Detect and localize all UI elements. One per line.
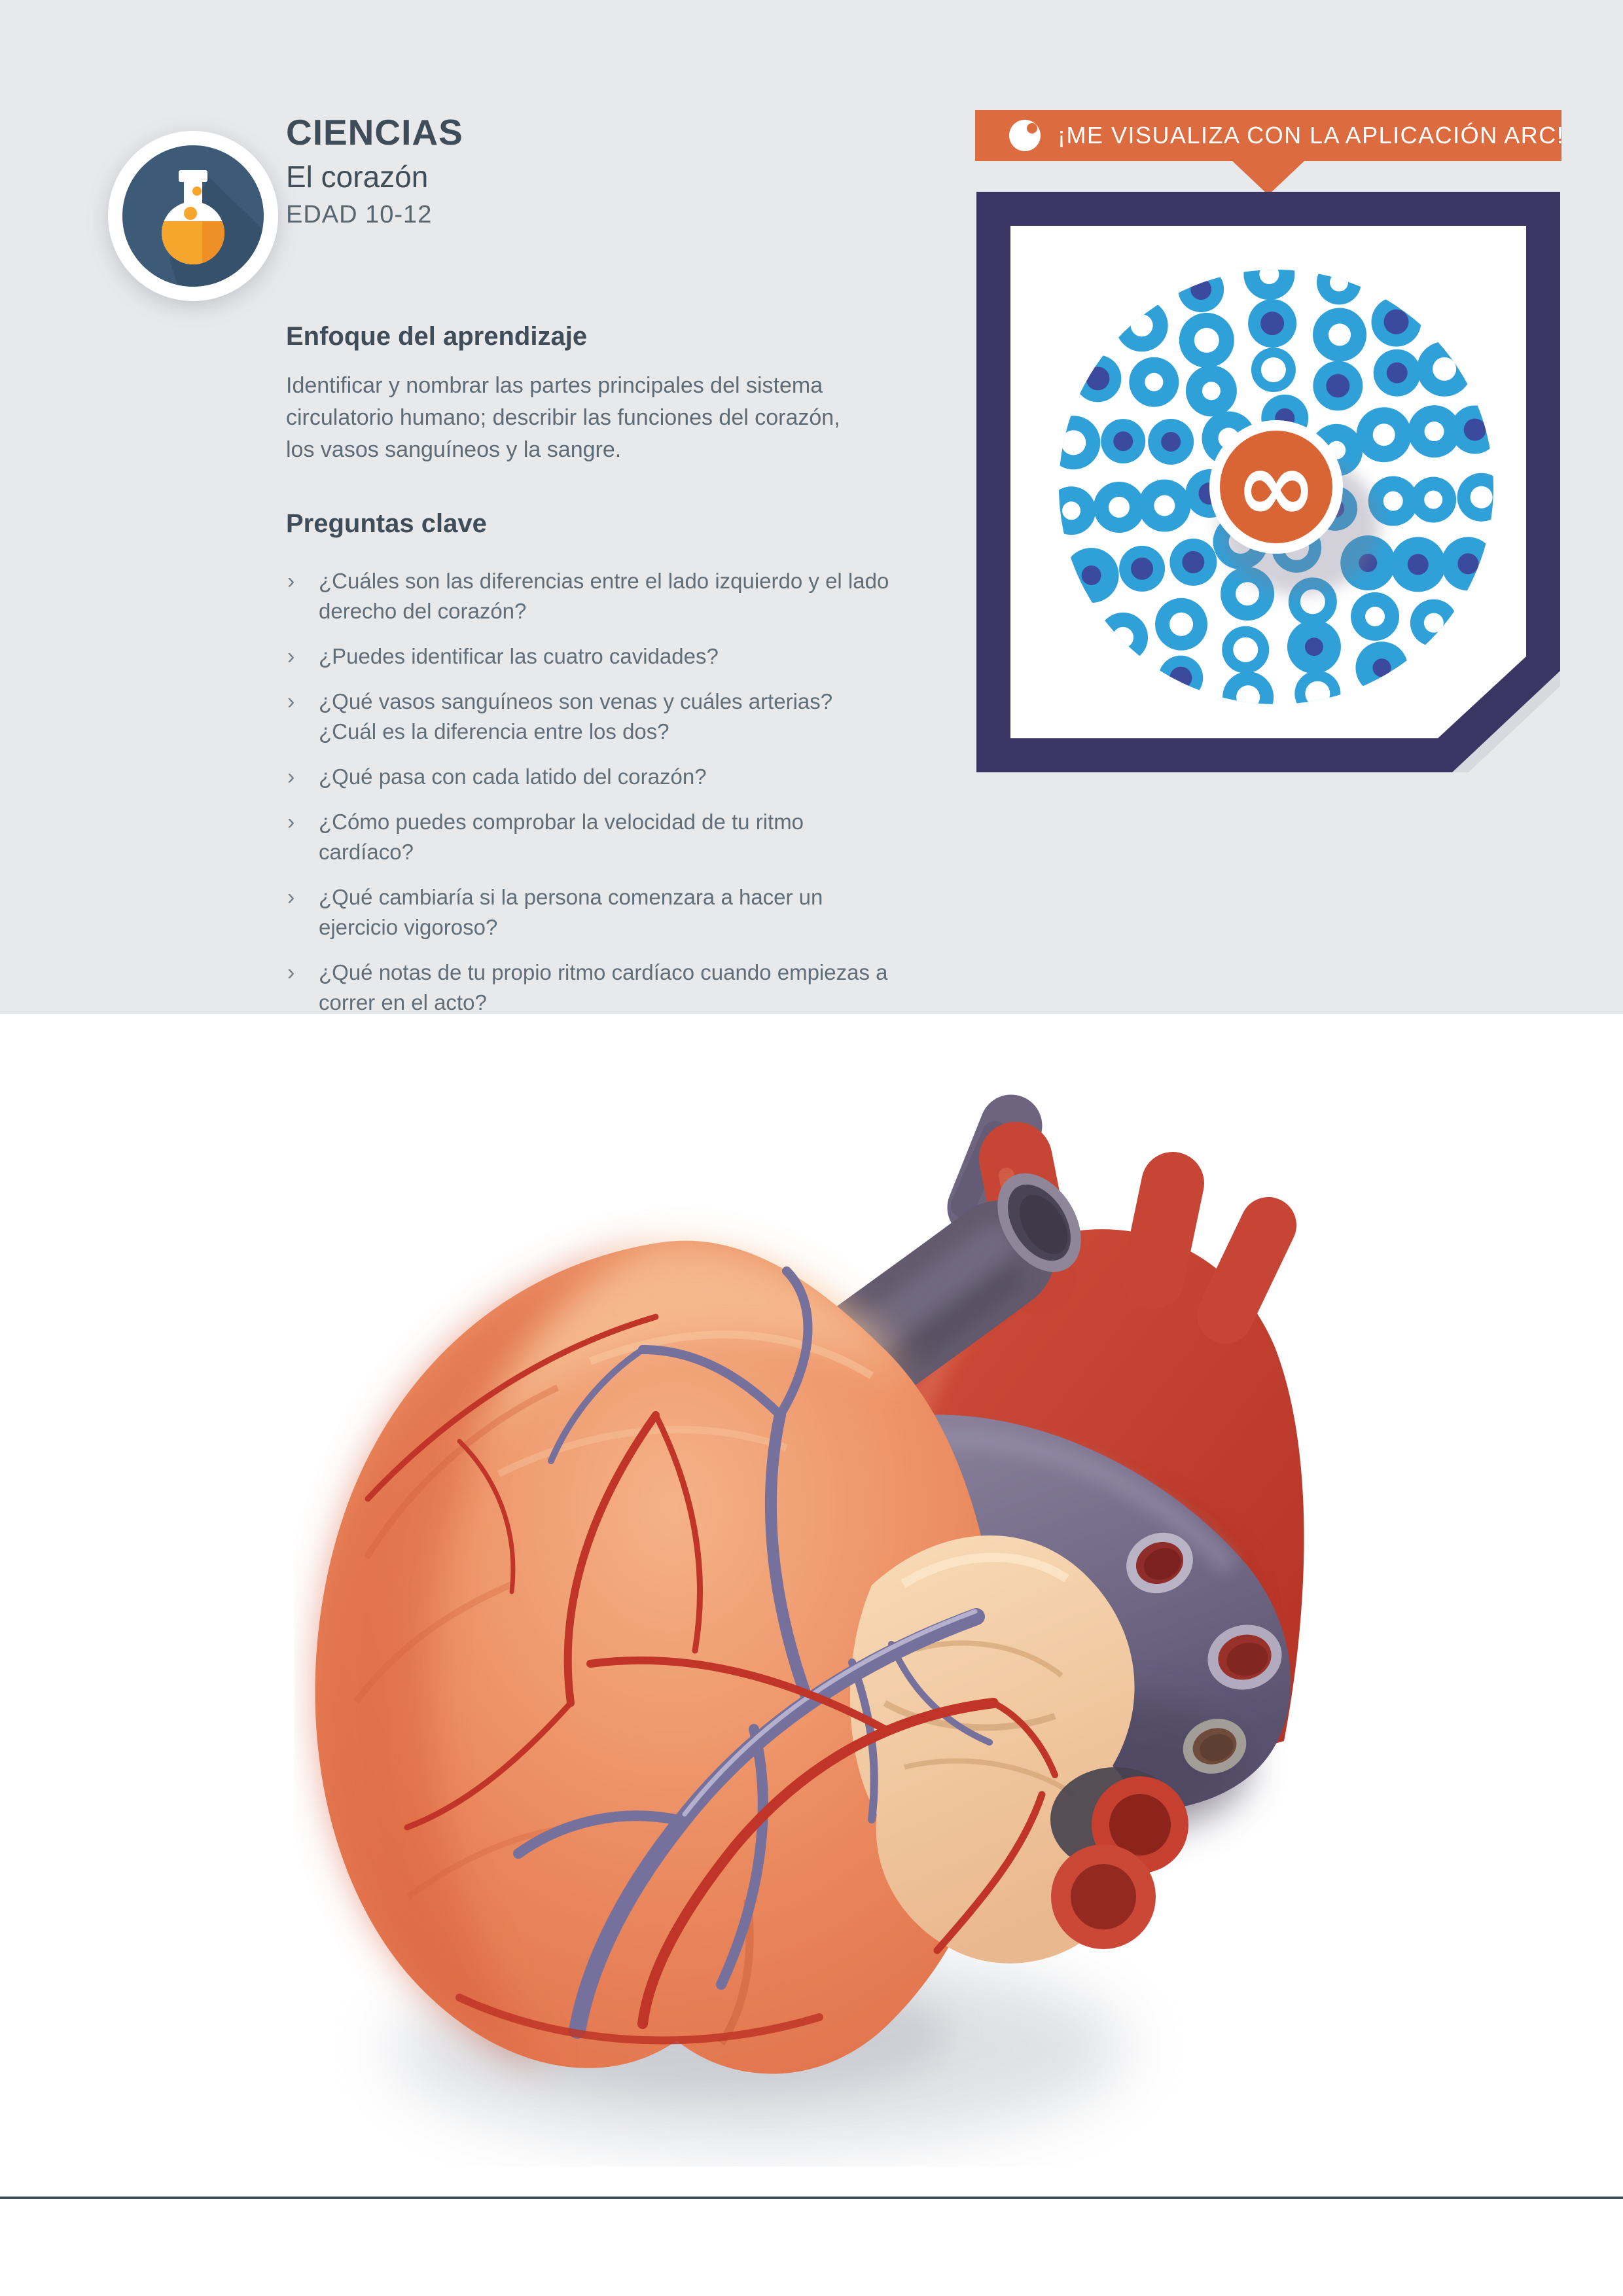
- category-title: CIENCIAS: [286, 112, 463, 152]
- list-item: › ¿Qué vasos sanguíneos son venas y cuáles arterias? ¿Cuál es la diferencia entre los dos?: [286, 687, 895, 747]
- list-item: › ¿Cómo puedes comprobar la velocidad de tu ritmo cardíaco?: [286, 807, 895, 867]
- flask-icon: [107, 130, 279, 302]
- chevron-bullet-icon: ›: [287, 689, 295, 714]
- list-item: › ¿Qué notas de tu propio ritmo cardíaco cuando empiezas a correr en el acto?: [286, 958, 895, 1018]
- header-block: [286, 113, 463, 230]
- arc-preview-box: [976, 192, 1560, 772]
- chevron-bullet-icon: ›: [287, 810, 295, 834]
- chevron-bullet-icon: ›: [287, 885, 295, 910]
- learning-focus-section: [286, 322, 862, 466]
- learning-focus-heading: Enfoque del aprendizaje: [286, 322, 588, 351]
- chevron-bullet-icon: ›: [287, 960, 295, 985]
- chevron-bullet-icon: ›: [287, 644, 295, 669]
- age-range: EDAD 10-12: [286, 200, 433, 228]
- arc-app-banner: [975, 110, 1565, 161]
- learning-focus-body: Identificar y nombrar las partes principales del sistema circulatorio humano; describir las funciones del corazón, los vasos sanguíneos y la sangre.: [286, 373, 840, 462]
- list-item: › ¿Qué pasa con cada latido del corazón?: [286, 762, 895, 792]
- lesson-title: El corazón: [286, 159, 429, 194]
- key-questions-section: [286, 509, 895, 1033]
- list-item: › ¿Puedes identificar las cuatro cavidades?: [286, 641, 895, 672]
- arc-eye-icon: [1009, 120, 1041, 151]
- arc-banner-label: ¡ME VISUALIZA CON LA APLICACIÓN ARC!: [1058, 122, 1565, 149]
- banner-pointer-arrow: [1232, 161, 1304, 195]
- key-questions-list: [286, 566, 895, 1018]
- list-item: › ¿Qué cambiaría si la persona comenzara a hacer un ejercicio vigoroso?: [286, 882, 895, 942]
- footer-divider: [0, 2197, 1623, 2199]
- chevron-bullet-icon: ›: [287, 764, 295, 789]
- chevron-bullet-icon: ›: [287, 569, 295, 594]
- key-questions-heading: Preguntas clave: [286, 509, 487, 538]
- list-item: › ¿Cuáles son las diferencias entre el lado izquierdo y el lado derecho del corazón?: [286, 566, 895, 626]
- human-heart-illustration: [294, 1080, 1342, 2166]
- infinity-icon: ∞: [1235, 430, 1317, 544]
